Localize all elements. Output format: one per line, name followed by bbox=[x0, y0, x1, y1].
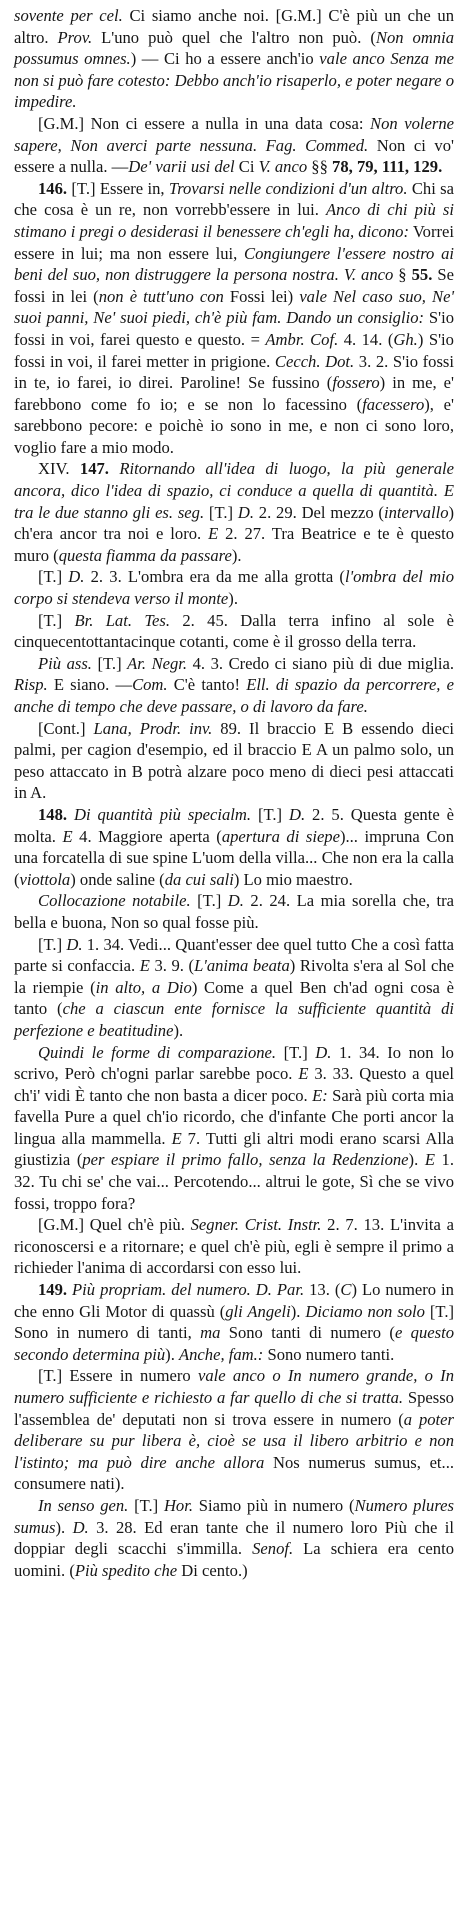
paragraph-8: [Cont.] Lana, Prodr. inv. 89. Il braccio E B essendo dieci palmi, per cagion d'esempio, ed il braccio E A un palmo solo, un peso attaccato in B potrà alzare poco meno di dieci pesi attaccati in A. bbox=[14, 718, 455, 803]
paragraph-1: sovente per cel. Ci siamo anche noi. [G.M.] C'è più un che un altro. Prov. L'uno può quel che l'altro non può. (Non omnia possumus omnes.) — Ci ho a essere anch'io vale anco Senza me non si può fare cotesto: Debbo anch'io risaperlo, e poter negare o impedire. bbox=[14, 6, 455, 112]
paragraph-6: [T.] Br. Lat. Tes. 2. 45. Dalla terra infino al sole è cinquecentottantacinque cotanti, come è il grosso della terra. bbox=[14, 610, 454, 652]
paragraph-10: Collocazione notabile. [T.] D. 2. 24. La mia sorella che, tra bella e buona, Non so qual fosse più. bbox=[14, 891, 454, 932]
paragraph-15: [T.] Essere in numero vale anco o In numero grande, o In numero sufficiente e richiesto a far quello di che si tratta. Spesso l'assemblea de' deputati non si trova essere in numero (a poter deliberare su pur libera è, cioè se usa il libero arbitrio e non l'istinto; ma può dire anche allora Nos numerus sumus, et... consumere nati). bbox=[14, 1366, 454, 1494]
entry-147: XIV. 147. Ritornando all'idea di luogo, la più generale ancora, dico l'idea di spazio, ci conduce a quella di quantità. E tra le due stanno gli es. seg. [T.] D. 2. 29. Del mezzo (intervallo) ch'era ancor tra noi e loro. E 2. 27. Tra Beatrice e te è questo muro (questa fiamma da passare). bbox=[14, 459, 455, 565]
paragraph-13: [G.M.] Quel ch'è più. Segner. Crist. Instr. 2. 7. 13. L'invita a riconoscersi e a ritornare; e quel ch'è più, egli è sempre il primo a richieder l'anima di accordarsi con esso lui. bbox=[14, 1215, 454, 1278]
paragraph-7: Più ass. [T.] Ar. Negr. 4. 3. Credo ci siano più di due miglia. Risp. E siano. —Com. C'è tanto! Ell. di spazio da percorrere, e anche di tempo che deve passare, o di lavoro da fare. bbox=[14, 653, 454, 716]
paragraph-2: [G.M.] Non ci essere a nulla in una data cosa: Non volerne sapere, Non averci parte nessuna. Fag. Commed. Non ci vo' essere a nulla. —De' varii usi del Ci V. anco §§ 78, 79, 111, 129. bbox=[14, 113, 454, 177]
paragraph-12: Quindi le forme di comparazione. [T.] D. 1. 34. Io non lo scrivo, Però ch'ogni parlar sarebbe poco. E 3. 33. Questo a quel ch'i' vidi È tanto che non basta a dicer poco. E: Sarà più corta mia favella Pure a quel ch'io ricordo, che d'infante Che porti ancor la lingua alla mammella. E 7. Tutti gli altri modi erano scarsi Alla giustizia (per espiare il primo fallo, senza la Redenzione). E 1. 32. Tu chi se' che vai... Percotendo... altrui le gote, Sì che se vivo fossi, troppo fora? bbox=[14, 1042, 455, 1213]
paragraph-5: [T.] D. 2. 3. L'ombra era da me alla grotta (l'ombra del mio corpo si stendeva verso il monte). bbox=[14, 567, 454, 609]
entry-148: 148. Di quantità più specialm. [T.] D. 2. 5. Questa gente è molta. E 4. Maggiore aperta (apertura di siepe)... impruna Con una forcatella di sue spine L'uom della villa... Che non era la calla (viottola) onde saline (da cui sali) Lo mio maestro. bbox=[14, 804, 454, 889]
paragraph-16: In senso gen. [T.] Hor. Siamo più in numero (Numero plures sumus). D. 3. 28. Ed eran tante che il numero loro Più che il doppiar degli scacchi s'immilla. Senof. La schiera era cento uomini. (Più spedito che Di cento.) bbox=[14, 1495, 454, 1580]
entry-146: 146. [T.] Essere in, Trovarsi nelle condizioni d'un altro. Chi sa che cosa è un re, non vorrebb'essere in lui. Anco di chi più si stimano i pregi o desiderasi il benessere ch'egli ha, dicono: Vorrei essere in lui; ma non essere lui, Congiungere l'essere nostro ai beni del suo, non distruggere la persona nostra. V. anco § 55. Se fossi in lei (non è tutt'uno con Fossi lei) vale Nel caso suo, Ne' suoi panni, Ne' suoi piedi, ch'è più fam. Dando un consiglio: S'io fossi in voi, farei questo e questo. = Ambr. Cof. 4. 14. (Gh.) S'io fossi in voi, il farei metter in prigione. Cecch. Dot. 3. 2. S'io fossi in te, io farei, io direi. Paroline! Se fussino (fossero) in me, e' farebbono come fo io; e se non lo facessino (facessero), e' sarebbono pecore: e poichè io sono in me, e non ci sono loro, voglio fare a mio modo. bbox=[14, 178, 455, 457]
entry-149: 149. Più propriam. del numero. D. Par. 13. (C) Lo numero in che enno Gli Motor di quassù (gli Angeli). Diciamo non solo [T.] Sono in numero di tanti, ma Sono tanti di numero (e questo secondo determina più). Anche, fam.: Sono numero tanti. bbox=[14, 1280, 455, 1364]
paragraph-11: [T.] D. 1. 34. Vedi... Quant'esser dee quel tutto Che a così fatta parte si confaccia. E 3. 9. (L'anima beata) Rivolta s'era al Sol che la riempie (in alto, a Dio) Come a quel Ben ch'ad ogni cosa è tanto (che a ciascun ente fornisce la sufficiente quantità di perfezione e beatitudine). bbox=[14, 934, 454, 1040]
